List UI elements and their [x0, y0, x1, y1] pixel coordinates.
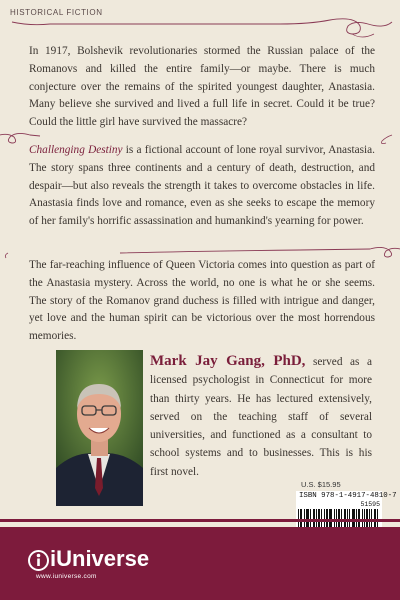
footer-rule [0, 519, 400, 522]
synopsis-paragraph-2 [29, 142, 375, 231]
top-flourish-ornament [10, 16, 395, 46]
book-title-inline: Challenging Destiny [29, 144, 123, 156]
publisher-url: www.iuniverse.com [36, 573, 97, 580]
price-code: 51595 [360, 501, 380, 508]
publisher-logo-text: iUniverse [50, 546, 150, 571]
price-label: U.S. $15.95 [301, 480, 341, 489]
author-bio [150, 352, 372, 481]
author-photo [56, 350, 143, 506]
synopsis-paragraph-1: In 1917, Bolshevik revolutionaries stormed the Russian palace of the Romanovs and killed the entire family—or maybe. There is much conjecture over the remains of the spirited youngest daughter, Anastasia. Many believe she survived and lived a full life in secret. Could it be true? Could the little girl have survived the massacre? [29, 45, 375, 129]
author-bio-text: served as a licensed psychologist in Connecticut for more than thirty years. He has lectured extensively, served on the teaching staff of several universities, and functioned as a consultant to school systems and to businesses. This is his first novel. [150, 356, 372, 478]
genre-label: HISTORICAL FICTION [10, 8, 103, 17]
iuniverse-logo-icon [28, 550, 49, 571]
synopsis-paragraph-2-text: is a fictional account of lone royal survivor, Anastasia. The story spans three continents and a century of death, destruction, and despair—but also reveals the strength it takes to overcome obstacles in life. Anastasia finds love and romance, even as she seeks to escape the memory of her family's horrific assassination and humankind's yearning for power. [29, 144, 375, 228]
isbn-text: ISBN 978-1-4917-4810-7 [299, 492, 397, 500]
author-name: Mark Jay Gang, PhD, [150, 353, 306, 369]
synopsis-paragraph-3: The far-reaching influence of Queen Victoria comes into question as part of the Anastasia mystery. Across the world, no one is what he or she seems. The story of the Romanov grand duchess is filled with intrigue and danger, yet love and the human spirit can be victorious over the most horrendous memories. [29, 259, 375, 343]
